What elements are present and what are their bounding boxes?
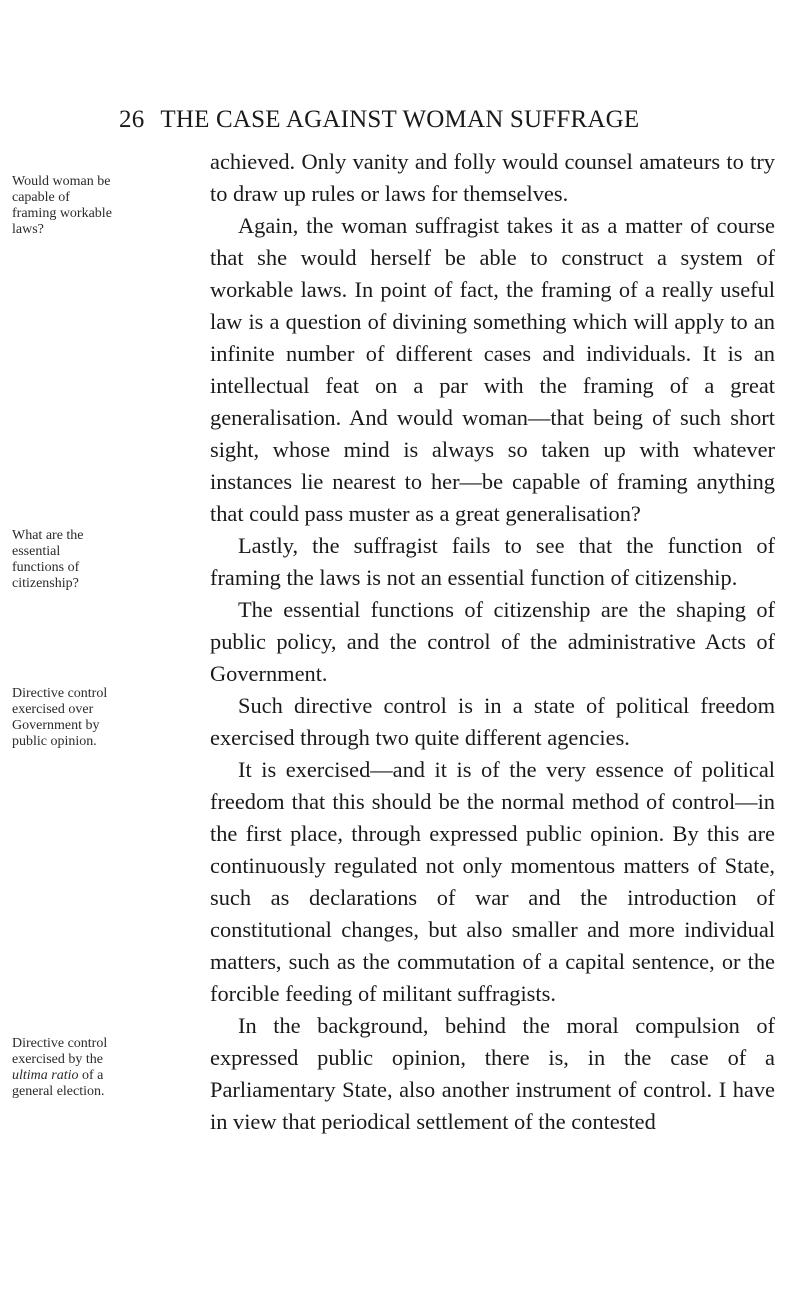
running-title: THE CASE AGAINST WOMAN SUFFRAGE	[160, 106, 640, 133]
body-text	[210, 146, 775, 1138]
paragraph-continued: achieved. Only vanity and folly would counsel amateurs to try to draw up rules or laws for themselves.	[210, 149, 775, 206]
margin-note-text-end: of a general election.	[12, 1068, 105, 1099]
margin-note-italic-phrase: ultima ratio	[12, 1068, 79, 1083]
running-head	[119, 106, 739, 134]
paragraph-public-opinion: It is exercised—and it is of the very essence of political freedom that this should be the normal method of control—in the first place, through expressed public opinion. By this are continuously regulated not only momentous matters of State, such as declarations of war and the introduction of constitutional changes, but also smaller and more individual matters, such as the commutation of a capital sentence, or the forcible feeding of militant suffragists.	[210, 757, 775, 1006]
margin-note-public-opinion: Directive control exercised over Government by public opinion.	[12, 686, 108, 749]
paragraph-lastly: Lastly, the suffragist fails to see that the function of framing the laws is not an essential function of citizenship.	[210, 533, 775, 590]
paragraph-directive-control: Such directive control is in a state of political freedom exercised through two quite different agencies.	[210, 693, 775, 750]
paragraph-framing-laws: Again, the woman suffragist takes it as a matter of course that she would herself be able to construct a system of workable laws. In point of fact, the framing of a really useful law is a question of divining something which will apply to an infinite number of different cases and individuals. It is an intellectual feat on a par with the framing of a great generalisation. And would woman—that being of such short sight, whose mind is always so taken up with whatever instances lie nearest to her—be capable of framing anything that could pass muster as a great generalisation?	[210, 213, 775, 526]
paragraph-background: In the background, behind the moral compulsion of expressed public opinion, there is, in the case of a Parliamentary State, also another instrument of control. I have in view that periodical settlement of the contested	[210, 1013, 775, 1134]
margin-note-text: Directive control exercised by the	[12, 1036, 108, 1067]
margin-note-general-election	[12, 1036, 112, 1100]
page-number: 26	[119, 106, 145, 133]
margin-note-citizenship: What are the essential functions of citizenship?	[12, 528, 84, 591]
margin-note-framing-laws: Would woman be capable of framing workable laws?	[12, 174, 112, 237]
paragraph-essential-functions: The essential functions of citizenship are the shaping of public policy, and the control of the administrative Acts of Government.	[210, 597, 775, 686]
